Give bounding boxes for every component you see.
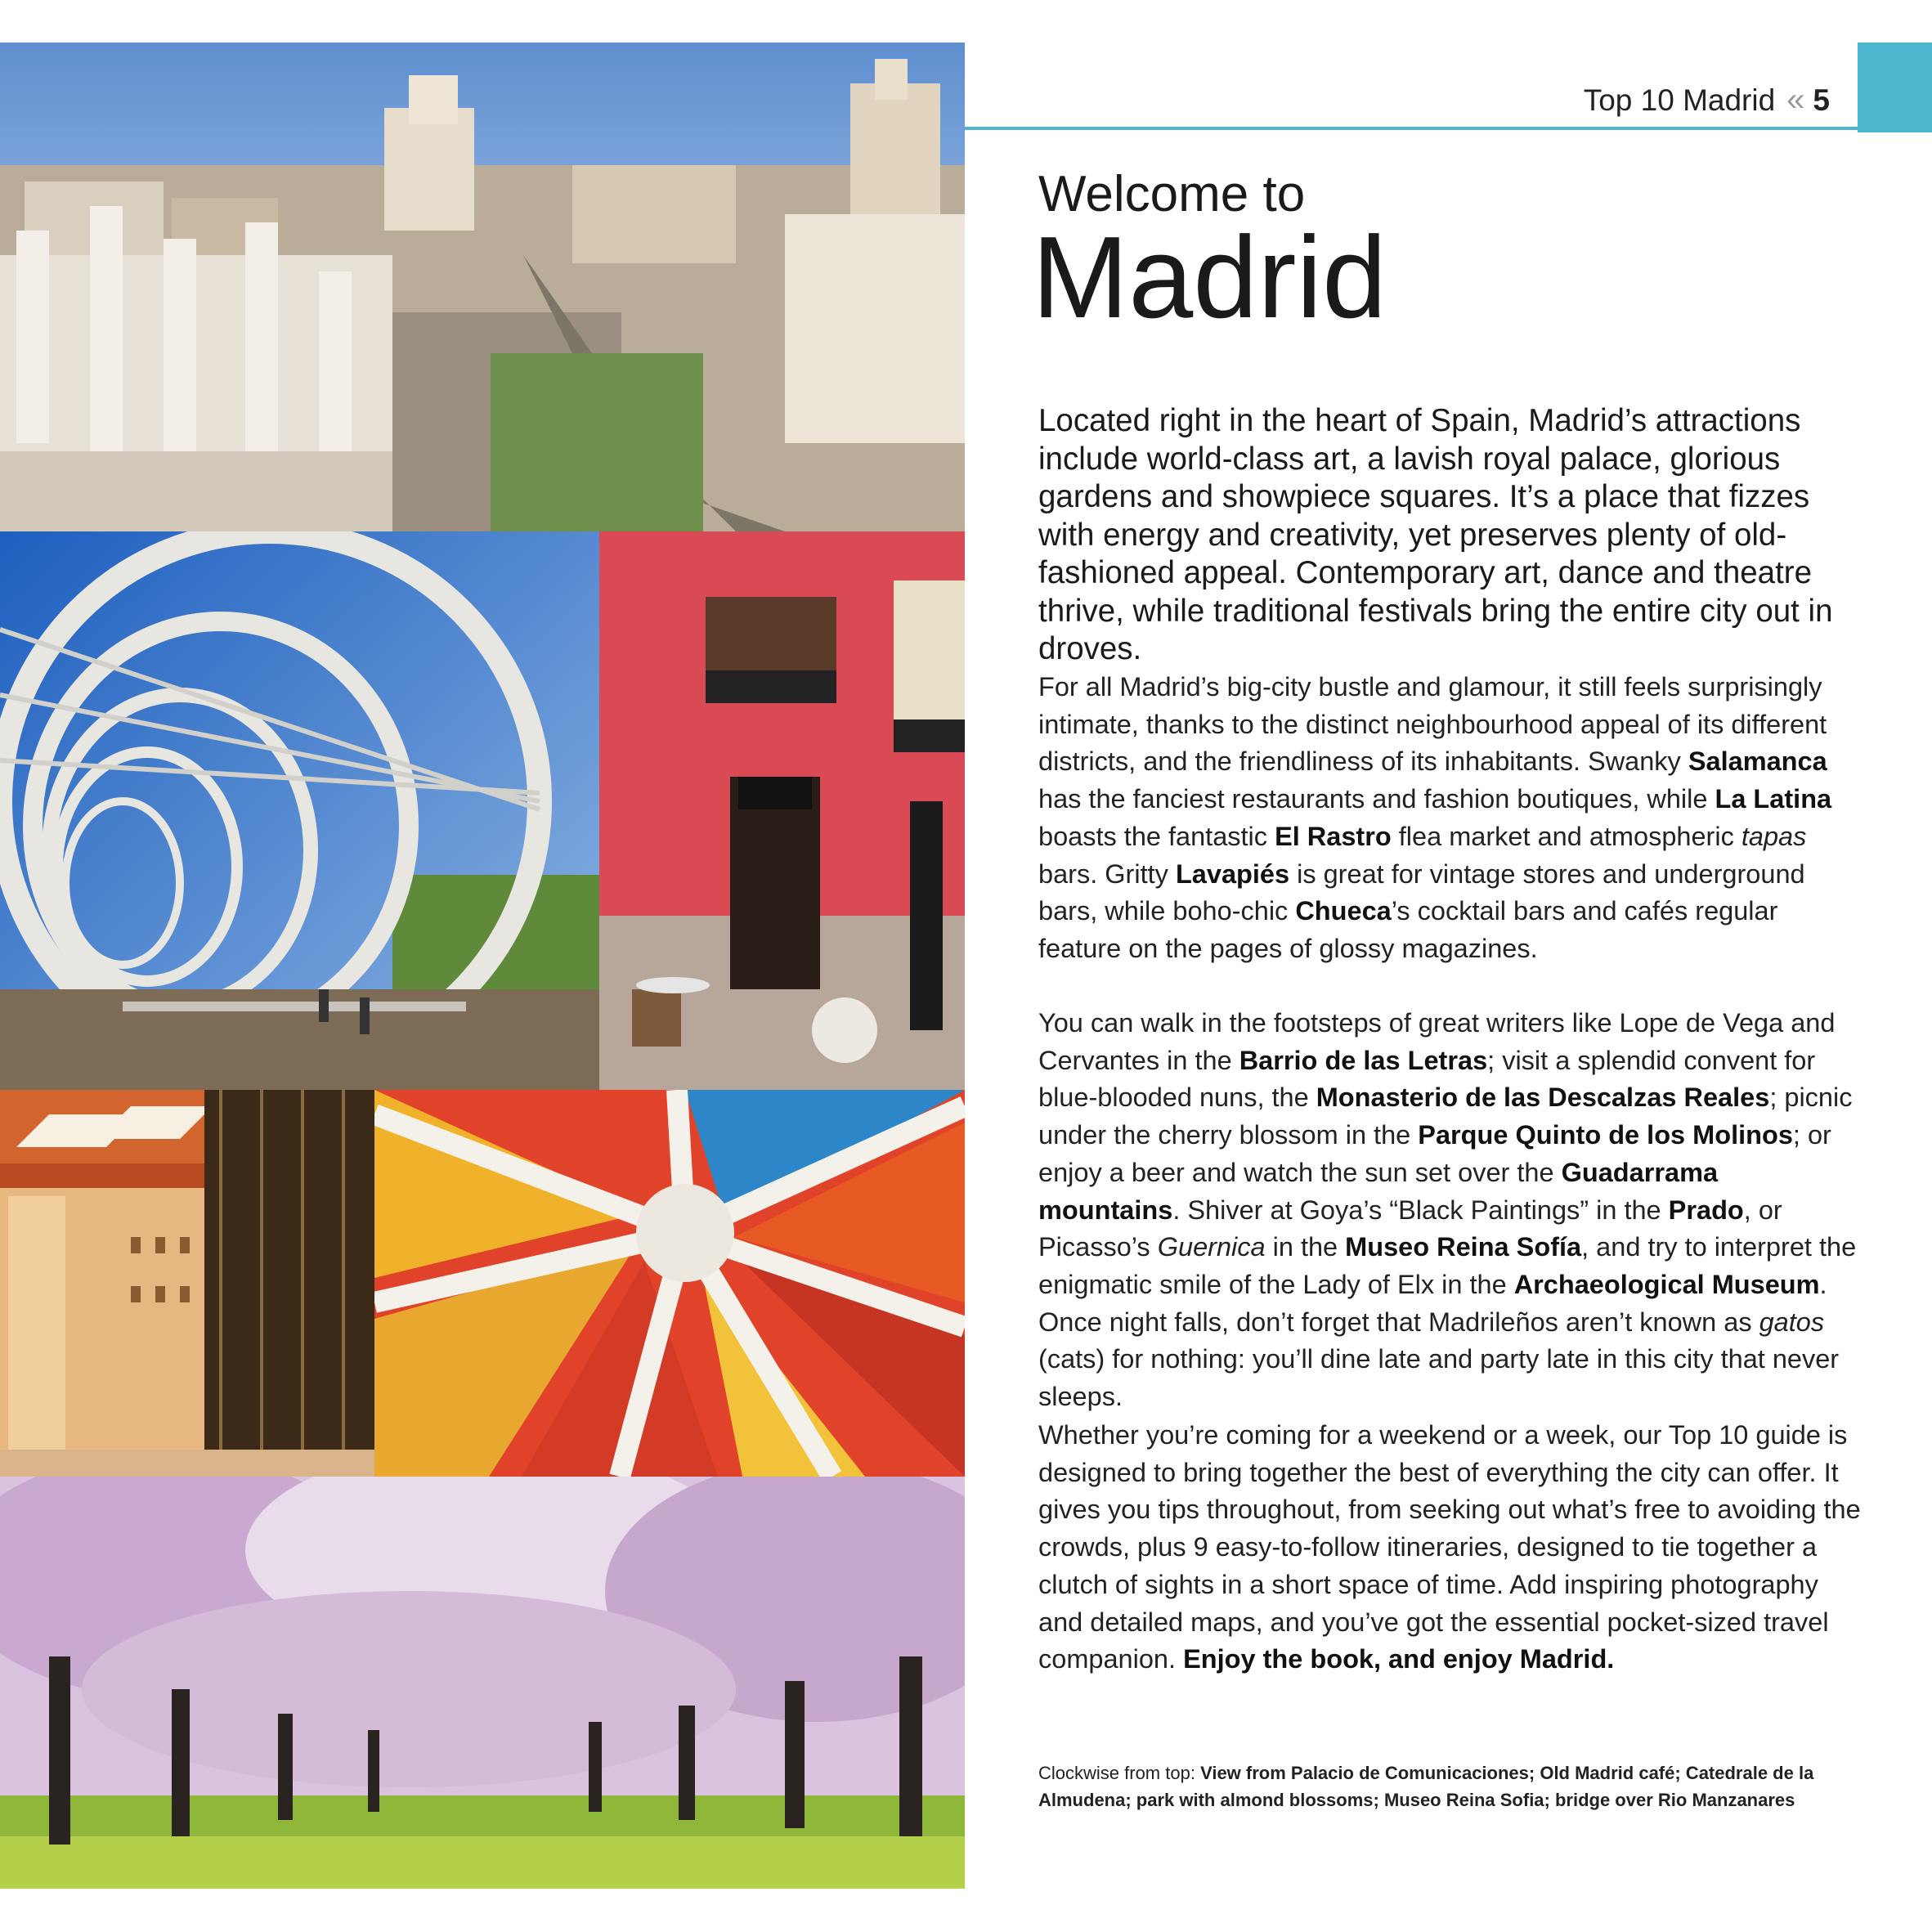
text-run: Whether you’re coming for a weekend or a week, our Top 10 guide is designed to bring together the best of everything the city can offer. It gives you tips throughout, from seeking out what’s free to avoiding the crowds, plus 9 easy-to-follow itineraries, designed to tie together a clutch of sights in a short space of time. Add inspiring photography and detailed maps, and you’ve got the essential pocket-sized travel companion. — [1038, 1420, 1861, 1674]
page-number: 5 — [1813, 83, 1830, 117]
section-title: Top 10 Madrid — [1583, 83, 1776, 117]
text-run: For all Madrid’s big-city bustle and glamour, it still feels surprisingly intimate, thanks to the distinct neighbourhood appeal of its different districts, and the friendliness of its inhabitants. Swanky — [1038, 672, 1827, 777]
caption-items: View from Palacio de Comunicaciones; Old Madrid café; Catedrale de la Almudena; park with almond blossoms; Museo Reina Sofia; bridge over Rio Manzanares — [1038, 1763, 1814, 1810]
text-run: bars. Gritty — [1038, 858, 1176, 889]
header-rule — [965, 127, 1858, 130]
photo-old-madrid-cafe — [599, 531, 965, 1090]
text-run: in the — [1265, 1232, 1346, 1262]
highlight-salamanca: Salamanca — [1688, 746, 1827, 777]
text-run: (cats) for nothing: you’ll dine late and party late in this city that never sleeps. — [1038, 1344, 1840, 1412]
highlight-barrio-de-las-letras: Barrio de las Letras — [1239, 1045, 1488, 1075]
text-run: . Once night falls, don’t forget that Madrileños aren’t known as — [1038, 1269, 1827, 1337]
running-header — [1584, 82, 1830, 119]
chevron-left-icon: « — [1786, 82, 1805, 118]
highlight-chueca: Chueca — [1295, 896, 1392, 926]
italic-tapas: tapas — [1741, 821, 1807, 851]
page-tab-accent — [1858, 43, 1932, 132]
caption-lead: Clockwise from top: — [1038, 1763, 1201, 1783]
text-run: ; visit a splendid convent for blue-blooded nuns, the — [1038, 1045, 1816, 1113]
intro-paragraph: Located right in the heart of Spain, Madrid’s attractions include world-class art, a lavish royal palace, glorious gardens and showpiece squares. It’s a place that fizzes with energy and creativity, yet preserves plenty of old-fashioned appeal. Contemporary art, dance and theatre thrive, while traditional festivals bring the entire city out in droves. — [1038, 403, 1833, 666]
text-run: is great for vintage stores and underground bars, while boho-chic — [1038, 858, 1805, 926]
photo-museo-reina-sofia — [0, 1090, 374, 1477]
highlight-quinto-de-los-molinos: Parque Quinto de los Molinos — [1418, 1120, 1793, 1150]
text-run: . Shiver at Goya’s “Black Paintings” in the — [1172, 1195, 1669, 1225]
highlight-el-rastro: El Rastro — [1275, 821, 1392, 851]
text-run: , and try to interpret the enigmatic smile of the Lady of Elx in the — [1038, 1232, 1857, 1299]
highlight-descalzas-reales: Monasterio de las Descalzas Reales — [1316, 1083, 1770, 1113]
highlight-prado: Prado — [1668, 1195, 1744, 1225]
closing-line: Enjoy the book, and enjoy Madrid. — [1183, 1644, 1615, 1674]
text-run: has the fanciest restaurants and fashion boutiques, while — [1038, 784, 1715, 814]
highlight-la-latina: La Latina — [1715, 784, 1832, 814]
body-paragraph-guide — [1038, 1417, 1864, 1679]
page-title: Madrid — [1032, 213, 1387, 343]
photo-view-from-palacio-de-comunicaciones — [0, 43, 965, 531]
photo-bridge-over-rio-manzanares — [0, 531, 599, 1090]
italic-gatos: gatos — [1759, 1307, 1825, 1337]
text-run: ; or enjoy a beer and watch the sun set over the — [1038, 1120, 1831, 1187]
photo-catedral-de-la-almudena — [374, 1090, 965, 1477]
text-run: , or Picasso’s — [1038, 1195, 1782, 1262]
italic-guernica: Guernica — [1157, 1232, 1266, 1262]
text-run: ; picnic under the cherry blossom in the — [1038, 1083, 1853, 1150]
highlight-guadarrama: Guadarrama mountains — [1038, 1157, 1719, 1225]
text-run: boasts the fantastic — [1038, 821, 1275, 851]
text-run: You can walk in the footsteps of great writers like Lope de Vega and Cervantes in the — [1038, 1008, 1836, 1075]
body-paragraph-neighbourhoods — [1038, 669, 1864, 968]
photo-park-with-almond-blossoms — [0, 1477, 965, 1889]
title-kicker: Welcome to — [1038, 166, 1306, 222]
text-run: flea market and atmospheric — [1391, 821, 1741, 851]
photo-caption — [1038, 1759, 1864, 1813]
highlight-reina-sofia: Museo Reina Sofía — [1345, 1232, 1582, 1262]
highlight-lavapies: Lavapiés — [1175, 858, 1290, 889]
text-run: ’s cocktail bars and cafés regular feature on the pages of glossy magazines. — [1038, 896, 1778, 963]
body-paragraph-sights — [1038, 1005, 1864, 1416]
highlight-archaeological-museum: Archaeological Museum — [1513, 1269, 1820, 1299]
